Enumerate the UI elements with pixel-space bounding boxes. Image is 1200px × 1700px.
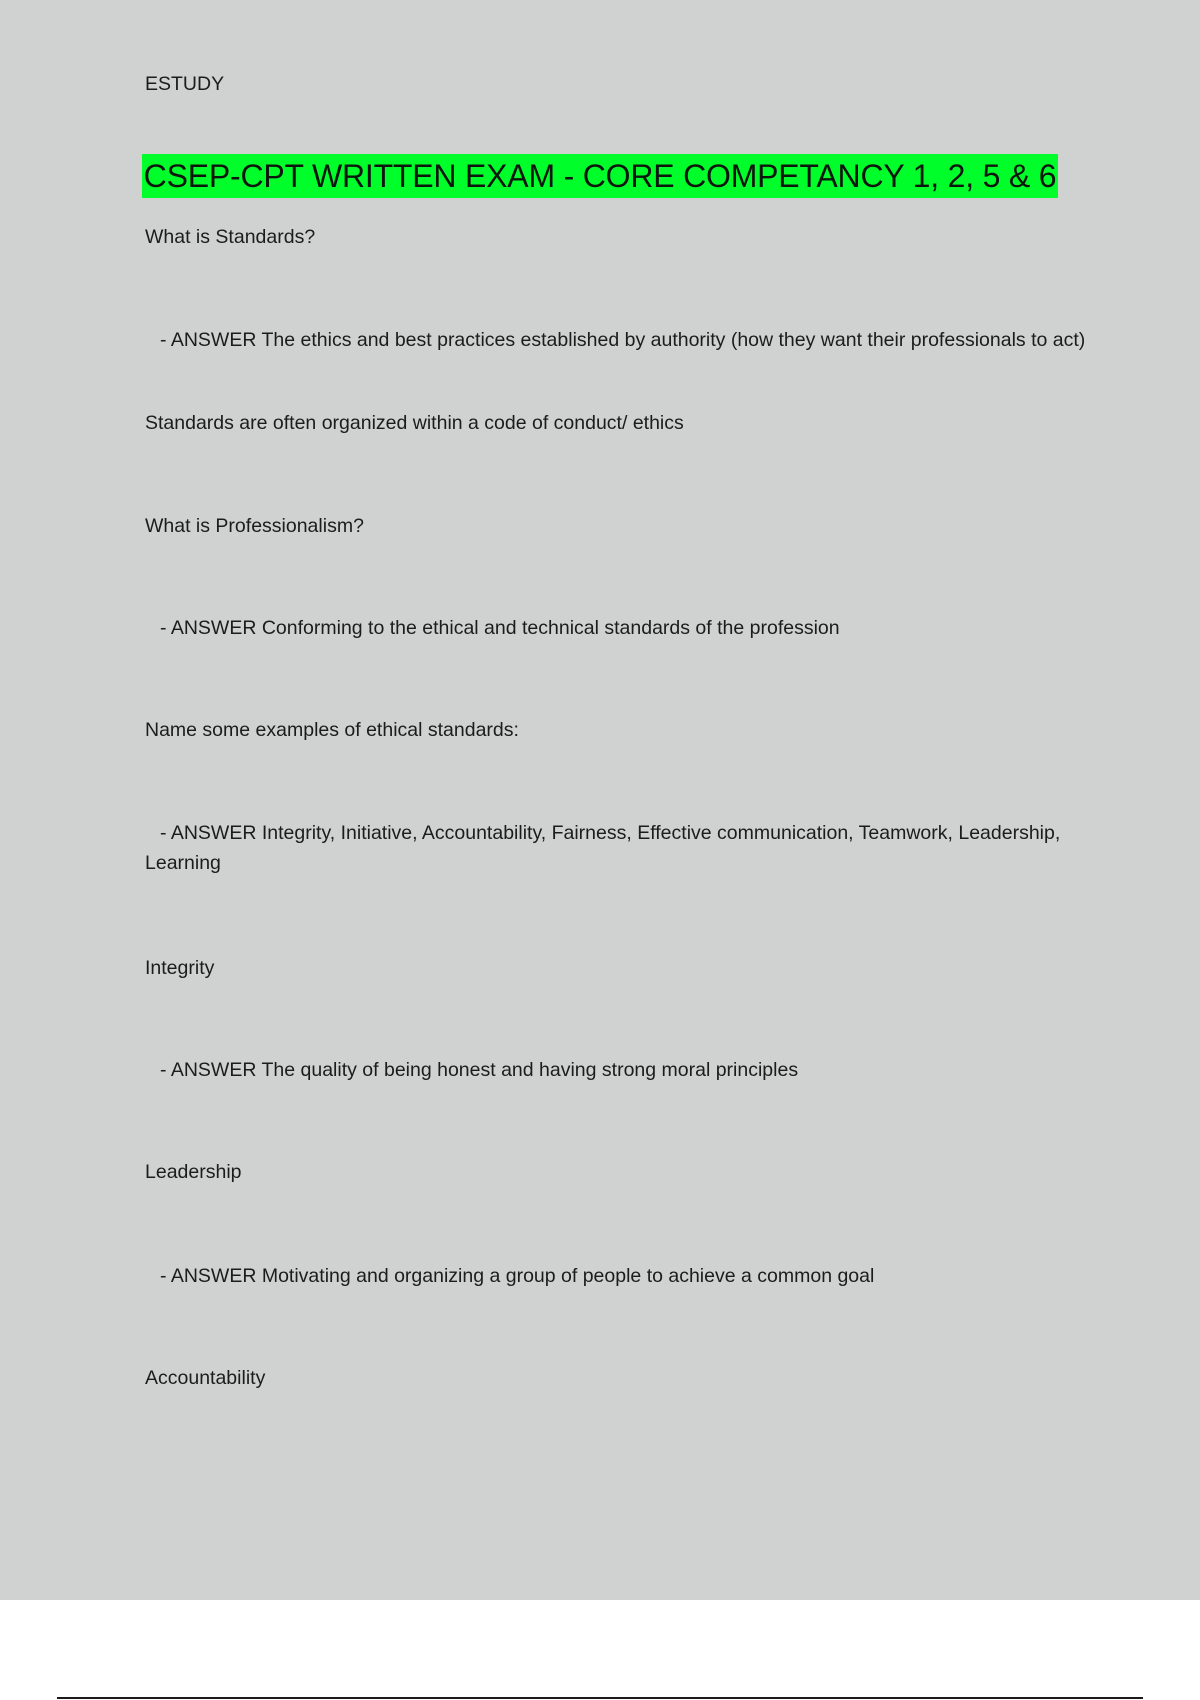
answer-professionalism [145, 613, 1095, 643]
answer-ethical-standards [145, 818, 1095, 878]
answer-standards [145, 325, 1095, 355]
question-standards: What is Standards? [145, 226, 316, 248]
question-ethical-standards: Name some examples of ethical standards: [145, 719, 519, 741]
answer-text: - ANSWER The ethics and best practices established by authority (how they want their professionals to act) [160, 329, 1086, 351]
answer-leadership [145, 1261, 1095, 1291]
question-leadership: Leadership [145, 1161, 242, 1183]
answer-text: - ANSWER Motivating and organizing a group of people to achieve a common goal [160, 1265, 875, 1287]
answer-text: - ANSWER The quality of being honest and having strong moral principles [160, 1059, 799, 1081]
standards-note: Standards are often organized within a code of conduct/ ethics [145, 412, 684, 434]
question-integrity: Integrity [145, 957, 215, 979]
answer-text: - ANSWER Conforming to the ethical and technical standards of the profession [160, 617, 840, 639]
answer-integrity [145, 1055, 1095, 1085]
question-professionalism: What is Professionalism? [145, 515, 364, 537]
brand-label: ESTUDY [145, 73, 225, 95]
document-title: CSEP-CPT WRITTEN EXAM - CORE COMPETANCY 1, 2, 5 & 6 [142, 154, 1059, 198]
answer-text: - ANSWER Integrity, Initiative, Accountability, Fairness, Effective communication, Teamwork, Leadership, Learning [145, 822, 1061, 874]
title-wrapper [0, 154, 1200, 198]
footer-divider [57, 1697, 1143, 1699]
question-accountability: Accountability [145, 1367, 266, 1389]
